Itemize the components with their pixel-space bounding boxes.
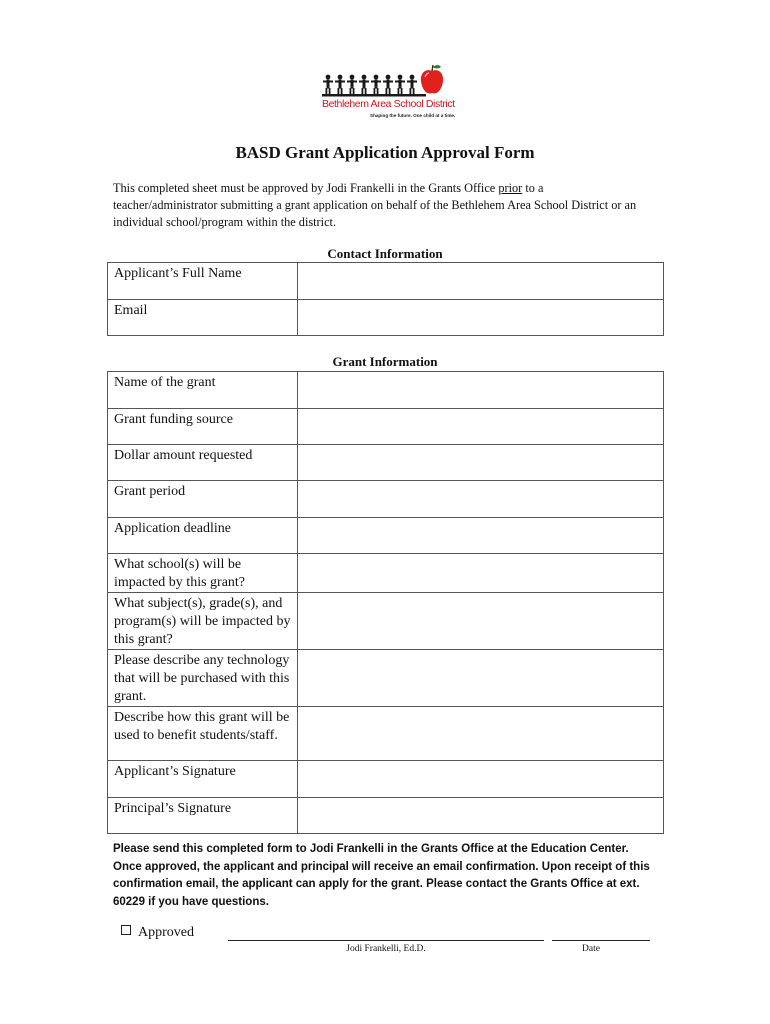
email-field[interactable] [298, 300, 664, 336]
approver-name-label: Jodi Frankelli, Ed.D. [346, 944, 426, 954]
district-logo [322, 62, 456, 124]
table-row [108, 300, 664, 336]
field-label-applicant-signature: Applicant’s Signature [108, 761, 298, 798]
apple-icon [421, 65, 443, 93]
subjects-grades-field[interactable] [298, 593, 664, 650]
approved-label: Approved [138, 925, 194, 940]
table-row [108, 409, 664, 445]
intro-text-end: to a teacher/administrator submitting a grant application on behalf of the Bethlehem Area School District or an individual school/program within the district. [113, 181, 637, 229]
intro-text-start: This completed sheet must be approved by Jodi Frankelli in the Grants Office [113, 181, 499, 195]
closing-instructions: Please send this completed form to Jodi Frankelli in the Grants Office at the Education Center. Once approved, the applicant and principal will receive an email confirmation. Upon receipt of this confirmation email, the applicant can apply for the grant. Please contact the Grants Office at ext. 60229 if you have questions. [113, 843, 650, 908]
contact-info-table [107, 262, 664, 336]
approver-signature-line[interactable] [228, 940, 544, 941]
field-label-principal-signature: Principal’s Signature [108, 798, 298, 834]
grant-period-field[interactable] [298, 481, 664, 518]
table-row [108, 372, 664, 409]
table-row [108, 650, 664, 707]
principal-signature-field[interactable] [298, 798, 664, 834]
contact-section-heading: Contact Information [327, 246, 443, 261]
field-label-technology: Please describe any technology that will be purchased with this grant. [108, 650, 298, 707]
technology-field[interactable] [298, 650, 664, 707]
field-label-schools-impacted: What school(s) will be impacted by this grant? [108, 554, 298, 593]
table-row [108, 481, 664, 518]
table-row [108, 707, 664, 761]
logo-tagline: Shaping the future. One child at a time. [370, 113, 456, 118]
dollar-amount-field[interactable] [298, 445, 664, 481]
table-row [108, 518, 664, 554]
field-label-grant-name: Name of the grant [108, 372, 298, 409]
field-label-benefit: Describe how this grant will be used to benefit students/staff. [108, 707, 298, 761]
field-label-subjects-grades: What subject(s), grade(s), and program(s) will be impacted by this grant? [108, 593, 298, 650]
table-row [108, 593, 664, 650]
logo-org-name: Bethlehem Area School District [322, 98, 455, 110]
field-label-grant-period: Grant period [108, 481, 298, 518]
benefit-field[interactable] [298, 707, 664, 761]
figure-icon [323, 75, 333, 94]
intro-emphasis: prior [498, 181, 523, 195]
table-row [108, 761, 664, 798]
application-deadline-field[interactable] [298, 518, 664, 554]
applicant-signature-field[interactable] [298, 761, 664, 798]
table-row [108, 263, 664, 300]
intro-paragraph [113, 180, 643, 231]
date-label: Date [582, 944, 600, 954]
logo-figures-icon [322, 62, 446, 102]
applicant-name-field[interactable] [298, 263, 664, 300]
schools-impacted-field[interactable] [298, 554, 664, 593]
field-label-applicant-name: Applicant’s Full Name [108, 263, 298, 300]
grant-section-heading: Grant Information [332, 354, 438, 369]
approval-date-line[interactable] [552, 940, 650, 941]
approved-checkbox-row[interactable] [121, 925, 194, 941]
grant-name-field[interactable] [298, 372, 664, 409]
approved-checkbox[interactable] [121, 925, 131, 935]
field-label-dollar-amount: Dollar amount requested [108, 445, 298, 481]
grant-info-table [107, 371, 664, 834]
table-row [108, 554, 664, 593]
form-title: BASD Grant Application Approval Form [235, 143, 535, 162]
field-label-email: Email [108, 300, 298, 336]
table-row [108, 798, 664, 834]
field-label-application-deadline: Application deadline [108, 518, 298, 554]
table-row [108, 445, 664, 481]
field-label-funding-source: Grant funding source [108, 409, 298, 445]
funding-source-field[interactable] [298, 409, 664, 445]
